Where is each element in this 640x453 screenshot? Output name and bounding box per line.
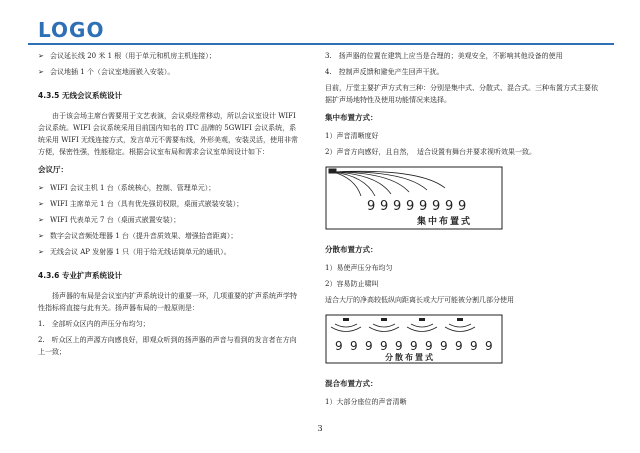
subheading: 混合布置方式： [325, 379, 378, 388]
numbered-item: 4. 控制声反馈和避免产生回声干扰。 [325, 68, 444, 76]
audience-seat-marks [335, 339, 493, 353]
arrow-bullet-icon: ➢ [38, 248, 44, 256]
list-item [38, 230, 300, 242]
list-item-text: WIFI 主席单元 1 台（具有优先强切权限，桌面式嵌装安装）； [50, 200, 244, 208]
list-item: 1）易使声压分布均匀 [325, 264, 393, 272]
list-item: 1）声音清晰度好 [325, 132, 379, 140]
list-item-text: WIFI 代表单元 7 台（桌面式嵌置安装）； [50, 216, 181, 224]
list-item [38, 182, 300, 194]
list-item [38, 246, 300, 258]
svg-text:9: 9 [432, 199, 441, 214]
list-item [38, 198, 300, 210]
arrow-bullet-icon: ➢ [38, 232, 44, 240]
svg-text:9: 9 [395, 339, 403, 353]
svg-text:9: 9 [440, 339, 448, 353]
svg-text:9: 9 [419, 199, 428, 214]
distributed-layout-diagram [325, 314, 503, 364]
numbered-item: 1. 全部听众区内的声压分布均匀； [38, 320, 150, 328]
diagram-caption: 分散布置式 [385, 353, 435, 362]
subheading: 分散布置方式： [325, 245, 378, 254]
svg-text:9: 9 [367, 199, 376, 214]
logo: LOGO [38, 18, 105, 42]
list-item [38, 66, 300, 78]
list-item-text: 会议延长线 20 米 1 根（用于单元和机房主机连接）； [50, 52, 216, 60]
list-item-text: WIFI 会议主机 1 台（系统核心，控制、管理单元）； [50, 184, 216, 192]
page-number: 3 [317, 424, 323, 433]
numbered-item: 2. 听众区上的声源方向感良好，即观众听到的扬声器的声音与看到的发言者在方向上一致； [38, 336, 297, 356]
svg-text:9: 9 [365, 339, 373, 353]
arrow-bullet-icon: ➢ [38, 216, 44, 224]
sound-wave-arcs [333, 171, 445, 196]
svg-text:9: 9 [406, 199, 415, 214]
list-item: 2）容易防止啸叫 [325, 280, 379, 288]
list-item-text: 会议地插 1 个（会议室地面嵌入安装）。 [50, 68, 175, 76]
list-item [38, 50, 300, 62]
svg-text:9: 9 [410, 339, 418, 353]
list-item: 1）大部分座位的声音清晰 [325, 398, 407, 406]
paragraph: 由于该会场主席台需要用于文艺表演，会议桌经常移动，所以会议室设计 WIFI 会议系统。WIFI 会议系统采用目前国内知名的 ITC 品牌的 5GWIFI 会议系统，系统采用 WIFI 无线连接方式，发言单元不需要布线，外形美观，安装灵活，使用非常方便，保密性强，性能稳定。根据会议室布局和需求会议室单间设计如下： [38, 112, 299, 156]
subheading: 会议厅： [38, 165, 68, 174]
arrow-bullet-icon: ➢ [38, 184, 44, 192]
paragraph: 目前，厅堂主要扩声方式有三种：分别是集中式、分散式、混合式。三种布置方式主要依据扩声场地特性及使用功能情况来选择。 [325, 84, 598, 104]
svg-text:9: 9 [350, 339, 358, 353]
list-item-text: 无线会议 AP 发射器 1 只（用于给无线话筒单元的通讯）。 [50, 248, 231, 256]
arrow-bullet-icon: ➢ [38, 200, 44, 208]
paragraph: 扬声器的布局是会议室内扩声系统设计的重要一环，几项重要的扩声系统声学特性指标将直接与此有关。扬声器布局的一般原则是： [38, 292, 297, 312]
svg-text:9: 9 [335, 339, 343, 353]
svg-text:9: 9 [470, 339, 478, 353]
svg-text:9: 9 [458, 199, 467, 214]
diagram-caption: 集中布置式 [417, 217, 473, 227]
paragraph: 适合大厅的净高较低纵向距离长或大厅可能被分割几部分使用 [325, 296, 514, 304]
svg-text:9: 9 [445, 199, 454, 214]
svg-text:9: 9 [380, 199, 389, 214]
svg-text:9: 9 [485, 339, 493, 353]
arrow-bullet-icon: ➢ [38, 68, 44, 76]
central-layout-diagram [325, 166, 503, 230]
subheading: 集中布置方式： [325, 113, 378, 122]
svg-text:9: 9 [393, 199, 402, 214]
section-heading: 4.3.5 无线会议系统设计 [38, 91, 122, 100]
list-item: 2）声音方向感好，且自然， 适合设置有舞台并要求视听效果一致。 [325, 148, 536, 156]
numbered-item: 3. 扬声器的位置在建筑上应当是合理的；美观安全，不影响其他设备的使用 [325, 52, 563, 60]
audience-seat-marks [367, 199, 466, 214]
speaker-icons [343, 318, 463, 321]
sound-wave-arcs [331, 324, 475, 332]
speaker-icon [329, 169, 336, 173]
header-rule [28, 43, 614, 45]
svg-text:9: 9 [425, 339, 433, 353]
list-item-text: 数字会议音频处理器 1 台（提升音质效果、增强拾音距离）； [50, 232, 238, 240]
right-column [325, 50, 603, 412]
left-column [38, 50, 300, 362]
svg-text:9: 9 [455, 339, 463, 353]
arrow-bullet-icon: ➢ [38, 52, 44, 60]
section-heading: 4.3.6 专业扩声系统设计 [38, 271, 122, 280]
svg-text:9: 9 [380, 339, 388, 353]
list-item [38, 214, 300, 226]
